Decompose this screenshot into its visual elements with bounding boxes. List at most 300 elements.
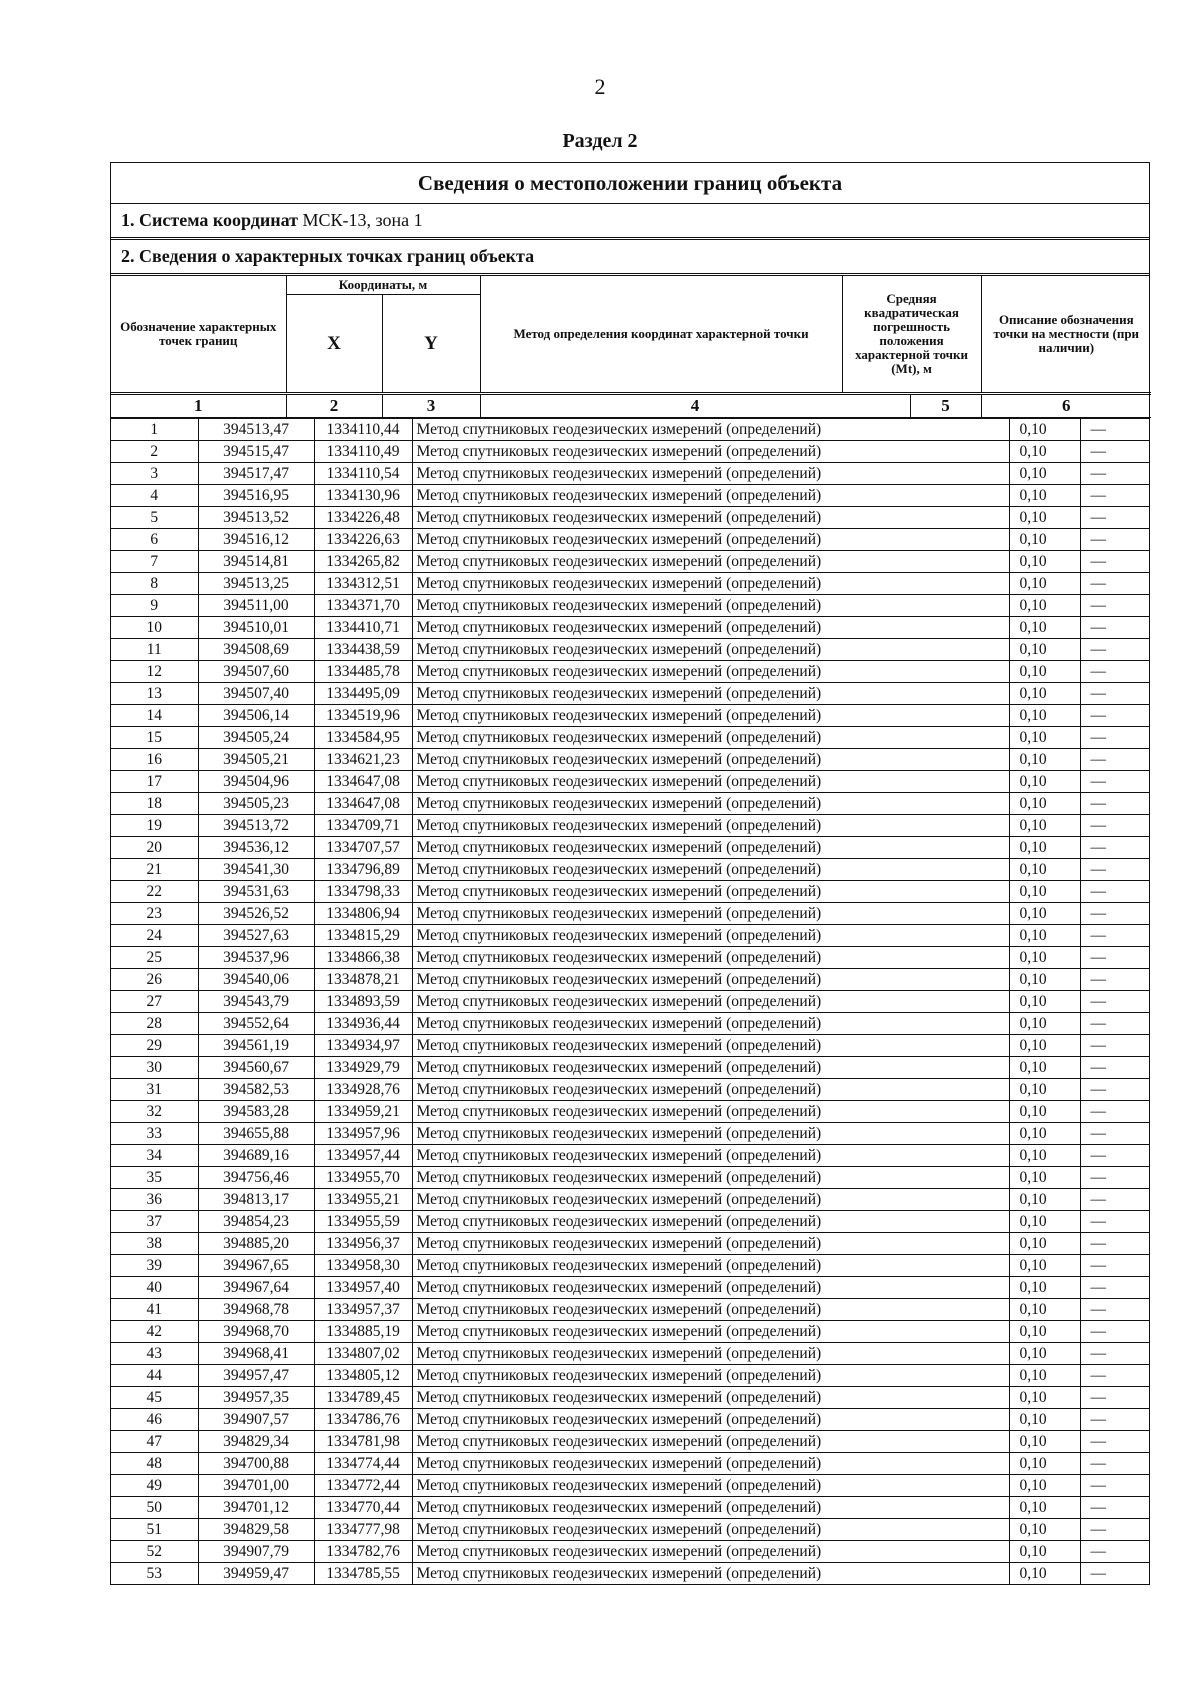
point-number-cell: 33 <box>111 1123 198 1145</box>
method-cell: Метод спутниковых геодезических измерений (определений) <box>412 1167 1009 1189</box>
error-cell: 0,10 <box>1009 1475 1080 1497</box>
description-cell: — <box>1080 837 1149 859</box>
description-cell: — <box>1080 1299 1149 1321</box>
y-coordinate-cell: 1334957,37 <box>314 1299 412 1321</box>
method-cell: Метод спутниковых геодезических измерений (определений) <box>412 1101 1009 1123</box>
error-cell: 0,10 <box>1009 1189 1080 1211</box>
y-coordinate-cell: 1334807,02 <box>314 1343 412 1365</box>
point-number-cell: 36 <box>111 1189 198 1211</box>
table-row <box>111 1123 1149 1145</box>
point-number-cell: 3 <box>111 463 198 485</box>
description-cell: — <box>1080 1387 1149 1409</box>
table-row <box>111 1233 1149 1255</box>
error-cell: 0,10 <box>1009 617 1080 639</box>
point-number-cell: 25 <box>111 947 198 969</box>
description-cell: — <box>1080 727 1149 749</box>
description-cell: — <box>1080 1035 1149 1057</box>
x-coordinate-cell: 394505,24 <box>198 727 314 749</box>
x-coordinate-cell: 394527,63 <box>198 925 314 947</box>
description-cell: — <box>1080 793 1149 815</box>
table-row <box>111 1453 1149 1475</box>
error-cell: 0,10 <box>1009 815 1080 837</box>
column-number-2: 2 <box>286 394 382 418</box>
column-number-3: 3 <box>382 394 480 418</box>
table-row <box>111 441 1149 463</box>
table-row <box>111 529 1149 551</box>
description-cell: — <box>1080 1145 1149 1167</box>
method-cell: Метод спутниковых геодезических измерений (определений) <box>412 1453 1009 1475</box>
table-row <box>111 639 1149 661</box>
error-cell: 0,10 <box>1009 749 1080 771</box>
description-cell: — <box>1080 463 1149 485</box>
y-coordinate-cell: 1334621,23 <box>314 749 412 771</box>
x-coordinate-cell: 394506,14 <box>198 705 314 727</box>
point-number-cell: 20 <box>111 837 198 859</box>
x-coordinate-cell: 394829,58 <box>198 1519 314 1541</box>
method-cell: Метод спутниковых геодезических измерений (определений) <box>412 1079 1009 1101</box>
table-row <box>111 1145 1149 1167</box>
table-row <box>111 485 1149 507</box>
error-cell: 0,10 <box>1009 881 1080 903</box>
description-cell: — <box>1080 1057 1149 1079</box>
point-number-cell: 14 <box>111 705 198 727</box>
point-number-cell: 17 <box>111 771 198 793</box>
y-coordinate-cell: 1334796,89 <box>314 859 412 881</box>
error-cell: 0,10 <box>1009 1167 1080 1189</box>
x-coordinate-cell: 394508,69 <box>198 639 314 661</box>
header-coordinates: Координаты, м <box>286 276 480 295</box>
table-row <box>111 793 1149 815</box>
description-cell: — <box>1080 1167 1149 1189</box>
method-cell: Метод спутниковых геодезических измерений (определений) <box>412 815 1009 837</box>
point-number-cell: 6 <box>111 529 198 551</box>
y-coordinate-cell: 1334410,71 <box>314 617 412 639</box>
x-coordinate-cell: 394829,34 <box>198 1431 314 1453</box>
point-number-cell: 24 <box>111 925 198 947</box>
description-cell: — <box>1080 991 1149 1013</box>
error-cell: 0,10 <box>1009 1431 1080 1453</box>
y-coordinate-cell: 1334770,44 <box>314 1497 412 1519</box>
error-cell: 0,10 <box>1009 529 1080 551</box>
point-number-cell: 47 <box>111 1431 198 1453</box>
x-coordinate-cell: 394560,67 <box>198 1057 314 1079</box>
header-error: Средняя квадратическая погрешность положения характерной точки (Mt), м <box>842 276 981 394</box>
point-number-cell: 30 <box>111 1057 198 1079</box>
method-cell: Метод спутниковых геодезических измерений (определений) <box>412 551 1009 573</box>
y-coordinate-cell: 1334957,40 <box>314 1277 412 1299</box>
error-cell: 0,10 <box>1009 1233 1080 1255</box>
table-row <box>111 1255 1149 1277</box>
description-cell: — <box>1080 1453 1149 1475</box>
point-number-cell: 46 <box>111 1409 198 1431</box>
points-table <box>111 276 1151 418</box>
table-row <box>111 551 1149 573</box>
description-cell: — <box>1080 771 1149 793</box>
table-row <box>111 771 1149 793</box>
point-number-cell: 8 <box>111 573 198 595</box>
error-cell: 0,10 <box>1009 705 1080 727</box>
table-row <box>111 419 1149 441</box>
table-row <box>111 705 1149 727</box>
table-row <box>111 507 1149 529</box>
method-cell: Метод спутниковых геодезических измерений (определений) <box>412 947 1009 969</box>
x-coordinate-cell: 394516,95 <box>198 485 314 507</box>
y-coordinate-cell: 1334130,96 <box>314 485 412 507</box>
y-coordinate-cell: 1334777,98 <box>314 1519 412 1541</box>
table-row <box>111 1189 1149 1211</box>
description-cell: — <box>1080 705 1149 727</box>
x-coordinate-cell: 394537,96 <box>198 947 314 969</box>
description-cell: — <box>1080 661 1149 683</box>
point-number-cell: 50 <box>111 1497 198 1519</box>
y-coordinate-cell: 1334647,08 <box>314 793 412 815</box>
table-row <box>111 1563 1149 1585</box>
y-coordinate-cell: 1334815,29 <box>314 925 412 947</box>
description-cell: — <box>1080 1233 1149 1255</box>
y-coordinate-cell: 1334934,97 <box>314 1035 412 1057</box>
y-coordinate-cell: 1334312,51 <box>314 573 412 595</box>
table-row <box>111 1365 1149 1387</box>
x-coordinate-cell: 394968,70 <box>198 1321 314 1343</box>
column-number-1: 1 <box>111 394 286 418</box>
point-number-cell: 49 <box>111 1475 198 1497</box>
y-coordinate-cell: 1334226,48 <box>314 507 412 529</box>
table-row <box>111 1409 1149 1431</box>
x-coordinate-cell: 394517,47 <box>198 463 314 485</box>
error-cell: 0,10 <box>1009 1145 1080 1167</box>
method-cell: Метод спутниковых геодезических измерений (определений) <box>412 1277 1009 1299</box>
x-coordinate-cell: 394543,79 <box>198 991 314 1013</box>
point-number-cell: 43 <box>111 1343 198 1365</box>
method-cell: Метод спутниковых геодезических измерений (определений) <box>412 1321 1009 1343</box>
x-coordinate-cell: 394513,47 <box>198 419 314 441</box>
point-number-cell: 11 <box>111 639 198 661</box>
method-cell: Метод спутниковых геодезических измерений (определений) <box>412 705 1009 727</box>
y-coordinate-cell: 1334957,44 <box>314 1145 412 1167</box>
point-number-cell: 7 <box>111 551 198 573</box>
description-cell: — <box>1080 419 1149 441</box>
error-cell: 0,10 <box>1009 639 1080 661</box>
method-cell: Метод спутниковых геодезических измерений (определений) <box>412 1145 1009 1167</box>
description-cell: — <box>1080 903 1149 925</box>
x-coordinate-cell: 394655,88 <box>198 1123 314 1145</box>
x-coordinate-cell: 394536,12 <box>198 837 314 859</box>
point-number-cell: 27 <box>111 991 198 1013</box>
y-coordinate-cell: 1334226,63 <box>314 529 412 551</box>
error-cell: 0,10 <box>1009 441 1080 463</box>
y-coordinate-cell: 1334584,95 <box>314 727 412 749</box>
error-cell: 0,10 <box>1009 463 1080 485</box>
method-cell: Метод спутниковых геодезических измерений (определений) <box>412 573 1009 595</box>
table-row <box>111 1211 1149 1233</box>
description-cell: — <box>1080 1343 1149 1365</box>
method-cell: Метод спутниковых геодезических измерений (определений) <box>412 1431 1009 1453</box>
table-row <box>111 859 1149 881</box>
x-coordinate-cell: 394505,21 <box>198 749 314 771</box>
error-cell: 0,10 <box>1009 947 1080 969</box>
table-row <box>111 1277 1149 1299</box>
description-cell: — <box>1080 1211 1149 1233</box>
x-coordinate-cell: 394514,81 <box>198 551 314 573</box>
table-row <box>111 1057 1149 1079</box>
table-row <box>111 1387 1149 1409</box>
x-coordinate-cell: 394885,20 <box>198 1233 314 1255</box>
x-coordinate-cell: 394541,30 <box>198 859 314 881</box>
error-cell: 0,10 <box>1009 991 1080 1013</box>
description-cell: — <box>1080 1563 1149 1585</box>
error-cell: 0,10 <box>1009 1211 1080 1233</box>
error-cell: 0,10 <box>1009 1365 1080 1387</box>
description-cell: — <box>1080 881 1149 903</box>
y-coordinate-cell: 1334785,55 <box>314 1563 412 1585</box>
x-coordinate-cell: 394540,06 <box>198 969 314 991</box>
table-row <box>111 991 1149 1013</box>
description-cell: — <box>1080 969 1149 991</box>
y-coordinate-cell: 1334485,78 <box>314 661 412 683</box>
x-coordinate-cell: 394957,47 <box>198 1365 314 1387</box>
table-row <box>111 1167 1149 1189</box>
point-number-cell: 37 <box>111 1211 198 1233</box>
description-cell: — <box>1080 551 1149 573</box>
boundary-table-frame <box>110 162 1150 1585</box>
method-cell: Метод спутниковых геодезических измерений (определений) <box>412 925 1009 947</box>
method-cell: Метод спутниковых геодезических измерений (определений) <box>412 617 1009 639</box>
y-coordinate-cell: 1334495,09 <box>314 683 412 705</box>
column-number-6: 6 <box>981 394 1151 418</box>
x-coordinate-cell: 394583,28 <box>198 1101 314 1123</box>
method-cell: Метод спутниковых геодезических измерений (определений) <box>412 837 1009 859</box>
error-cell: 0,10 <box>1009 1387 1080 1409</box>
y-coordinate-cell: 1334519,96 <box>314 705 412 727</box>
description-cell: — <box>1080 1123 1149 1145</box>
error-cell: 0,10 <box>1009 595 1080 617</box>
x-coordinate-cell: 394854,23 <box>198 1211 314 1233</box>
table-row <box>111 1431 1149 1453</box>
y-coordinate-cell: 1334781,98 <box>314 1431 412 1453</box>
point-number-cell: 23 <box>111 903 198 925</box>
table-title: Сведения о местоположении границ объекта <box>111 163 1149 204</box>
description-cell: — <box>1080 1079 1149 1101</box>
description-cell: — <box>1080 639 1149 661</box>
x-coordinate-cell: 394968,41 <box>198 1343 314 1365</box>
error-cell: 0,10 <box>1009 419 1080 441</box>
page-number: 2 <box>594 74 606 99</box>
x-coordinate-cell: 394561,19 <box>198 1035 314 1057</box>
description-cell: — <box>1080 595 1149 617</box>
x-coordinate-cell: 394967,65 <box>198 1255 314 1277</box>
y-coordinate-cell: 1334786,76 <box>314 1409 412 1431</box>
x-coordinate-cell: 394701,00 <box>198 1475 314 1497</box>
method-cell: Метод спутниковых геодезических измерений (определений) <box>412 1497 1009 1519</box>
point-number-cell: 32 <box>111 1101 198 1123</box>
y-coordinate-cell: 1334647,08 <box>314 771 412 793</box>
point-number-cell: 4 <box>111 485 198 507</box>
error-cell: 0,10 <box>1009 1123 1080 1145</box>
x-coordinate-cell: 394907,57 <box>198 1409 314 1431</box>
error-cell: 0,10 <box>1009 771 1080 793</box>
y-coordinate-cell: 1334782,76 <box>314 1541 412 1563</box>
description-cell: — <box>1080 1101 1149 1123</box>
method-cell: Метод спутниковых геодезических измерений (определений) <box>412 1255 1009 1277</box>
table-row <box>111 969 1149 991</box>
y-coordinate-cell: 1334955,21 <box>314 1189 412 1211</box>
x-coordinate-cell: 394756,46 <box>198 1167 314 1189</box>
point-number-cell: 34 <box>111 1145 198 1167</box>
section-title: Раздел 2 <box>562 130 638 152</box>
error-cell: 0,10 <box>1009 1057 1080 1079</box>
error-cell: 0,10 <box>1009 1079 1080 1101</box>
table-row <box>111 749 1149 771</box>
method-cell: Метод спутниковых геодезических измерений (определений) <box>412 595 1009 617</box>
method-cell: Метод спутниковых геодезических измерений (определений) <box>412 1123 1009 1145</box>
error-cell: 0,10 <box>1009 903 1080 925</box>
error-cell: 0,10 <box>1009 1563 1080 1585</box>
description-cell: — <box>1080 1365 1149 1387</box>
y-coordinate-cell: 1334885,19 <box>314 1321 412 1343</box>
x-coordinate-cell: 394507,60 <box>198 661 314 683</box>
y-coordinate-cell: 1334774,44 <box>314 1453 412 1475</box>
method-cell: Метод спутниковых геодезических измерений (определений) <box>412 771 1009 793</box>
y-coordinate-cell: 1334707,57 <box>314 837 412 859</box>
table-row <box>111 1541 1149 1563</box>
error-cell: 0,10 <box>1009 1343 1080 1365</box>
error-cell: 0,10 <box>1009 727 1080 749</box>
x-coordinate-cell: 394513,52 <box>198 507 314 529</box>
x-coordinate-cell: 394513,72 <box>198 815 314 837</box>
description-cell: — <box>1080 1409 1149 1431</box>
method-cell: Метод спутниковых геодезических измерений (определений) <box>412 1409 1009 1431</box>
error-cell: 0,10 <box>1009 859 1080 881</box>
point-number-cell: 21 <box>111 859 198 881</box>
description-cell: — <box>1080 1189 1149 1211</box>
y-coordinate-cell: 1334959,21 <box>314 1101 412 1123</box>
description-cell: — <box>1080 529 1149 551</box>
method-cell: Метод спутниковых геодезических измерений (определений) <box>412 1541 1009 1563</box>
points-title: 2. Сведения о характерных точках границ объекта <box>111 240 1149 276</box>
table-row <box>111 947 1149 969</box>
error-cell: 0,10 <box>1009 925 1080 947</box>
header-method: Метод определения координат характерной точки <box>480 276 842 394</box>
header-y: Y <box>382 295 480 394</box>
table-row <box>111 837 1149 859</box>
method-cell: Метод спутниковых геодезических измерений (определений) <box>412 1211 1009 1233</box>
x-coordinate-cell: 394511,00 <box>198 595 314 617</box>
error-cell: 0,10 <box>1009 485 1080 507</box>
point-number-cell: 16 <box>111 749 198 771</box>
x-coordinate-cell: 394504,96 <box>198 771 314 793</box>
method-cell: Метод спутниковых геодезических измерений (определений) <box>412 749 1009 771</box>
method-cell: Метод спутниковых геодезических измерений (определений) <box>412 881 1009 903</box>
description-cell: — <box>1080 947 1149 969</box>
error-cell: 0,10 <box>1009 1277 1080 1299</box>
point-number-cell: 13 <box>111 683 198 705</box>
method-cell: Метод спутниковых геодезических измерений (определений) <box>412 991 1009 1013</box>
point-number-cell: 39 <box>111 1255 198 1277</box>
point-number-cell: 2 <box>111 441 198 463</box>
point-number-cell: 22 <box>111 881 198 903</box>
error-cell: 0,10 <box>1009 1013 1080 1035</box>
table-row <box>111 1299 1149 1321</box>
point-number-cell: 48 <box>111 1453 198 1475</box>
description-cell: — <box>1080 1255 1149 1277</box>
y-coordinate-cell: 1334772,44 <box>314 1475 412 1497</box>
method-cell: Метод спутниковых геодезических измерений (определений) <box>412 661 1009 683</box>
x-coordinate-cell: 394505,23 <box>198 793 314 815</box>
table-row <box>111 925 1149 947</box>
description-cell: — <box>1080 683 1149 705</box>
coordinate-system-value: МСК-13, зона 1 <box>302 210 423 230</box>
point-number-cell: 40 <box>111 1277 198 1299</box>
table-row <box>111 1343 1149 1365</box>
point-number-cell: 42 <box>111 1321 198 1343</box>
x-coordinate-cell: 394967,64 <box>198 1277 314 1299</box>
y-coordinate-cell: 1334798,33 <box>314 881 412 903</box>
method-cell: Метод спутниковых геодезических измерений (определений) <box>412 1343 1009 1365</box>
header-x: X <box>286 295 382 394</box>
error-cell: 0,10 <box>1009 573 1080 595</box>
description-cell: — <box>1080 1321 1149 1343</box>
table-row <box>111 1519 1149 1541</box>
table-row <box>111 1035 1149 1057</box>
method-cell: Метод спутниковых геодезических измерений (определений) <box>412 727 1009 749</box>
point-number-cell: 44 <box>111 1365 198 1387</box>
error-cell: 0,10 <box>1009 1497 1080 1519</box>
method-cell: Метод спутниковых геодезических измерений (определений) <box>412 1519 1009 1541</box>
x-coordinate-cell: 394957,35 <box>198 1387 314 1409</box>
coordinate-system-label: 1. Система координат <box>121 210 298 230</box>
method-cell: Метод спутниковых геодезических измерений (определений) <box>412 419 1009 441</box>
table-row <box>111 727 1149 749</box>
table-row <box>111 661 1149 683</box>
point-number-cell: 1 <box>111 419 198 441</box>
description-cell: — <box>1080 1277 1149 1299</box>
method-cell: Метод спутниковых геодезических измерений (определений) <box>412 485 1009 507</box>
point-number-cell: 15 <box>111 727 198 749</box>
points-data <box>111 418 1149 1584</box>
y-coordinate-cell: 1334110,54 <box>314 463 412 485</box>
error-cell: 0,10 <box>1009 1409 1080 1431</box>
description-cell: — <box>1080 617 1149 639</box>
error-cell: 0,10 <box>1009 837 1080 859</box>
description-cell: — <box>1080 815 1149 837</box>
error-cell: 0,10 <box>1009 507 1080 529</box>
table-row <box>111 683 1149 705</box>
method-cell: Метод спутниковых геодезических измерений (определений) <box>412 1563 1009 1585</box>
error-cell: 0,10 <box>1009 551 1080 573</box>
point-number-cell: 19 <box>111 815 198 837</box>
y-coordinate-cell: 1334955,59 <box>314 1211 412 1233</box>
point-number-cell: 18 <box>111 793 198 815</box>
table-row <box>111 463 1149 485</box>
point-number-cell: 41 <box>111 1299 198 1321</box>
y-coordinate-cell: 1334806,94 <box>314 903 412 925</box>
column-number-5: 5 <box>910 394 981 418</box>
error-cell: 0,10 <box>1009 683 1080 705</box>
description-cell: — <box>1080 1519 1149 1541</box>
description-cell: — <box>1080 485 1149 507</box>
x-coordinate-cell: 394907,79 <box>198 1541 314 1563</box>
method-cell: Метод спутниковых геодезических измерений (определений) <box>412 1035 1009 1057</box>
x-coordinate-cell: 394526,52 <box>198 903 314 925</box>
header-designation: Обозначение характерных точек границ <box>111 276 286 394</box>
error-cell: 0,10 <box>1009 1453 1080 1475</box>
y-coordinate-cell: 1334958,30 <box>314 1255 412 1277</box>
error-cell: 0,10 <box>1009 1101 1080 1123</box>
coordinate-system <box>111 204 1149 240</box>
description-cell: — <box>1080 925 1149 947</box>
y-coordinate-cell: 1334893,59 <box>314 991 412 1013</box>
y-coordinate-cell: 1334866,38 <box>314 947 412 969</box>
